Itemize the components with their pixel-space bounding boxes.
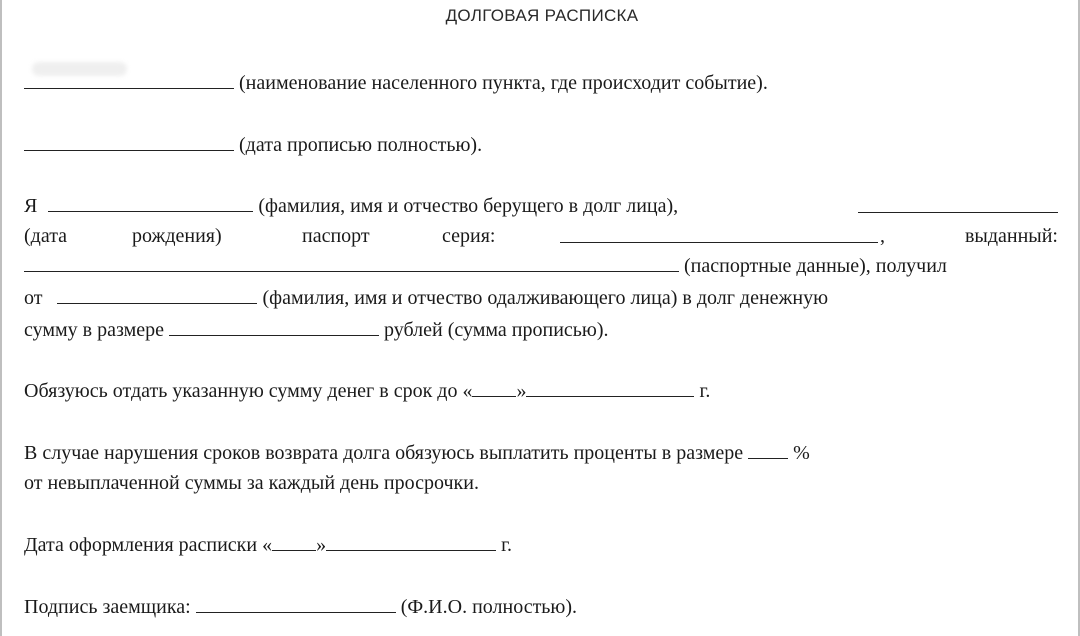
amount-blank[interactable] bbox=[169, 318, 379, 336]
issue-date-label: Дата оформления расписки « bbox=[24, 534, 273, 556]
borrower-line-1 bbox=[24, 193, 1058, 219]
signature-line bbox=[24, 594, 577, 620]
passport-series-blank[interactable] bbox=[560, 225, 878, 243]
date-blank[interactable] bbox=[24, 133, 234, 151]
percent-sign: % bbox=[793, 442, 810, 464]
issue-day-blank[interactable] bbox=[272, 533, 316, 551]
series-comma: , bbox=[880, 225, 885, 247]
dob-label-2: рождения) bbox=[132, 225, 222, 247]
repayment-day-blank[interactable] bbox=[472, 379, 516, 397]
borrower-intro: Я bbox=[24, 195, 38, 217]
repayment-quote-close: » bbox=[516, 380, 527, 402]
signature-blank[interactable] bbox=[196, 595, 396, 613]
penalty-text-2: от невыплаченной суммы за каждый день просрочки. bbox=[24, 472, 479, 494]
signature-label: Подпись заемщика: bbox=[24, 596, 191, 618]
settlement-blank[interactable] bbox=[24, 71, 234, 89]
amount-hint: рублей (сумма прописью). bbox=[384, 319, 609, 341]
amount-prefix: сумму в размере bbox=[24, 319, 165, 341]
document-title: ДОЛГОВАЯ РАСПИСКА bbox=[445, 6, 639, 25]
penalty-line-1 bbox=[24, 440, 810, 466]
issue-date-line bbox=[24, 532, 512, 558]
passport-label: паспорт bbox=[302, 225, 370, 247]
settlement-line bbox=[24, 70, 768, 96]
dob-label: (дата bbox=[24, 225, 68, 247]
repayment-year-suffix: г. bbox=[699, 380, 711, 402]
date-line bbox=[24, 132, 482, 158]
signature-hint: (Ф.И.О. полностью). bbox=[400, 596, 578, 618]
passport-hint: (паспортные данные), получил bbox=[684, 255, 947, 277]
lender-name-blank[interactable] bbox=[57, 286, 257, 304]
issued-label: выданный: bbox=[964, 225, 1058, 247]
settlement-hint: (наименование населенного пункта, где происходит событие). bbox=[239, 72, 768, 94]
from-label: от bbox=[24, 287, 43, 309]
repayment-text: Обязуюсь отдать указанную сумму денег в срок до « bbox=[24, 380, 473, 402]
borrower-line-3 bbox=[24, 253, 947, 279]
issue-quote-close: » bbox=[316, 534, 327, 556]
borrower-line-2 bbox=[24, 223, 1058, 249]
date-hint: (дата прописью полностью). bbox=[239, 134, 483, 156]
borrower-name-blank[interactable] bbox=[48, 194, 253, 212]
amount-line bbox=[24, 317, 609, 343]
passport-data-blank[interactable] bbox=[24, 254, 679, 272]
series-label: серия: bbox=[442, 225, 496, 247]
repayment-month-blank[interactable] bbox=[526, 379, 694, 397]
lender-name-hint: (фамилия, имя и отчество одалживающего лица) в долг денежную bbox=[262, 287, 829, 309]
borrower-name-hint: (фамилия, имя и отчество берущего в долг лица), bbox=[258, 195, 679, 217]
penalty-percent-blank[interactable] bbox=[748, 441, 788, 459]
penalty-line-2 bbox=[24, 470, 479, 496]
repayment-line bbox=[24, 378, 710, 404]
borrower-dob-blank[interactable] bbox=[858, 195, 1058, 213]
issue-month-blank[interactable] bbox=[326, 533, 496, 551]
lender-line bbox=[24, 285, 828, 311]
penalty-text: В случае нарушения сроков возврата долга обязуюсь выплатить проценты в размере bbox=[24, 442, 744, 464]
issue-year-suffix: г. bbox=[501, 534, 513, 556]
